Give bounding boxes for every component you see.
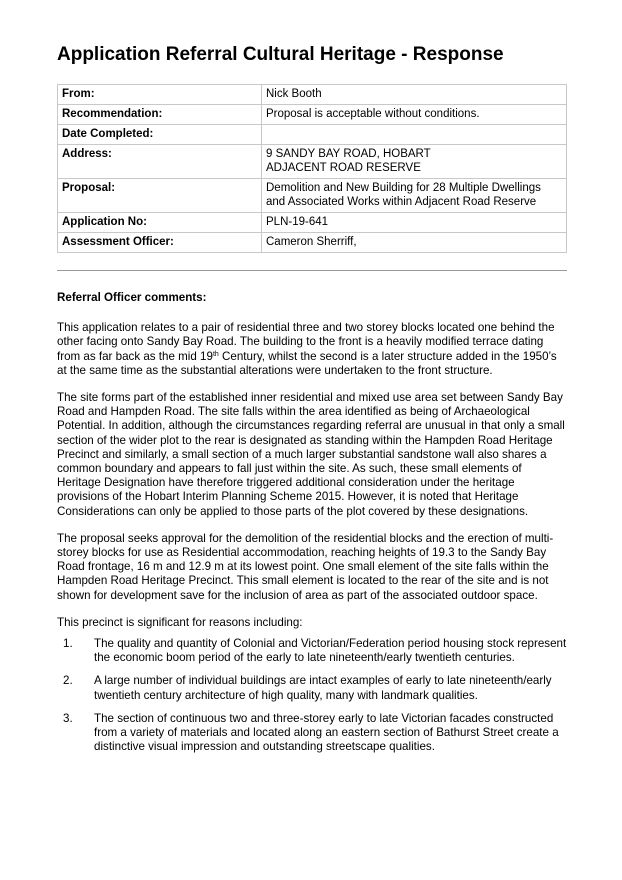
assessment-officer-label: Assessment Officer: bbox=[58, 233, 262, 253]
list-item-text: The section of continuous two and three-storey early to late Victorian facades constructed from a variety of materials and located along an eastern section of Bathurst Street create a distinctive visual impression and outstanding streetscape qualities. bbox=[94, 711, 559, 754]
list-item-text: The quality and quantity of Colonial and Victorian/Federation period housing stock represent the economic boom period of the early to late nineteenth/early twentieth centuries. bbox=[94, 637, 567, 665]
proposal-line-1: Demolition and New Building for 28 Multiple Dwellings bbox=[266, 182, 541, 194]
address-label: Address: bbox=[58, 145, 262, 179]
table-row bbox=[58, 233, 567, 253]
table-row bbox=[58, 145, 567, 179]
table-row bbox=[58, 125, 567, 145]
list-item-number: 1. bbox=[63, 637, 73, 651]
paragraph-1-part-a: This application relates to a pair of residential three and two storey blocks located one behind the other facing onto Sandy Bay Road. The building to the front is a heavily modified terrace dating from as far back as the mid 19 bbox=[57, 321, 555, 363]
list-item-number: 3. bbox=[63, 711, 73, 725]
list-item bbox=[57, 712, 567, 755]
date-completed-label: Date Completed: bbox=[58, 125, 262, 145]
from-value: Nick Booth bbox=[262, 85, 567, 105]
proposal-line-2: and Associated Works within Adjacent Road Reserve bbox=[266, 196, 537, 208]
proposal-value bbox=[262, 179, 567, 213]
proposal-label: Proposal: bbox=[58, 179, 262, 213]
application-details-table bbox=[57, 84, 567, 253]
recommendation-value: Proposal is acceptable without conditions. bbox=[262, 105, 567, 125]
list-item-text: A large number of individual buildings are intact examples of early to late nineteenth/early twentieth century architecture of high quality, many with landmark qualities. bbox=[94, 674, 552, 702]
significance-list bbox=[57, 637, 567, 754]
table-row bbox=[58, 179, 567, 213]
section-divider bbox=[57, 270, 567, 271]
application-no-label: Application No: bbox=[58, 213, 262, 233]
list-item-number: 2. bbox=[63, 674, 73, 688]
paragraph-4: This precinct is significant for reasons including: bbox=[57, 615, 303, 629]
paragraph-3: The proposal seeks approval for the demolition of the residential blocks and the erection of multi-storey blocks for use as Residential accommodation, reaching heights of 19.3 to the Sandy Bay Road frontage, 16 m and 12.9 m at its lowest point. One small element of the site falls within the Hampden Road Heritage Precinct. This small element is located to the rear of the site and is not shown for development save for the inclusion of area as part of the associated outdoor space. bbox=[57, 531, 554, 602]
paragraph-2: The site forms part of the established inner residential and mixed use area set between Sandy Bay Road and Hampden Road. The site falls within the area identified as being of Archaeological Potential. In addition, although the circumstances regarding referral are unusual in that only a small section of the wider plot to the rear is designated as standing within the Hampden Road Heritage Precinct and similarly, a small section of a much larger substantial sandstone wall also shares a common boundary and appears to fall just within the site. As such, these small elements of Heritage Designation have therefore triggered additional consideration under the heritage provisions of the Hobart Interim Planning Scheme 2015. However, it is noted that Heritage Considerations can only be applied to those parts of the plot covered by these designations. bbox=[57, 391, 565, 518]
date-completed-value bbox=[262, 125, 567, 145]
table-row bbox=[58, 85, 567, 105]
comments-heading: Referral Officer comments: bbox=[57, 291, 207, 304]
ordinal-suffix: th bbox=[212, 350, 219, 358]
list-item bbox=[57, 637, 567, 665]
table-row bbox=[58, 105, 567, 125]
assessment-officer-value: Cameron Sherriff, bbox=[262, 233, 567, 253]
page-title: Application Referral Cultural Heritage - Response bbox=[57, 44, 504, 65]
recommendation-label: Recommendation: bbox=[58, 105, 262, 125]
application-no-value: PLN-19-641 bbox=[262, 213, 567, 233]
address-line-2: ADJACENT ROAD RESERVE bbox=[266, 162, 421, 174]
from-label: From: bbox=[58, 85, 262, 105]
list-item bbox=[57, 674, 567, 702]
table-row bbox=[58, 213, 567, 233]
paragraph-1-part-b: Century, whilst the second is a later structure added in the 1950’s at the same time as the substantial alterations were undertaken to the front structure. bbox=[57, 349, 557, 377]
referral-comments bbox=[57, 291, 567, 763]
address-value bbox=[262, 145, 567, 179]
paragraph-1 bbox=[57, 321, 567, 378]
address-line-1: 9 SANDY BAY ROAD, HOBART bbox=[266, 148, 431, 160]
